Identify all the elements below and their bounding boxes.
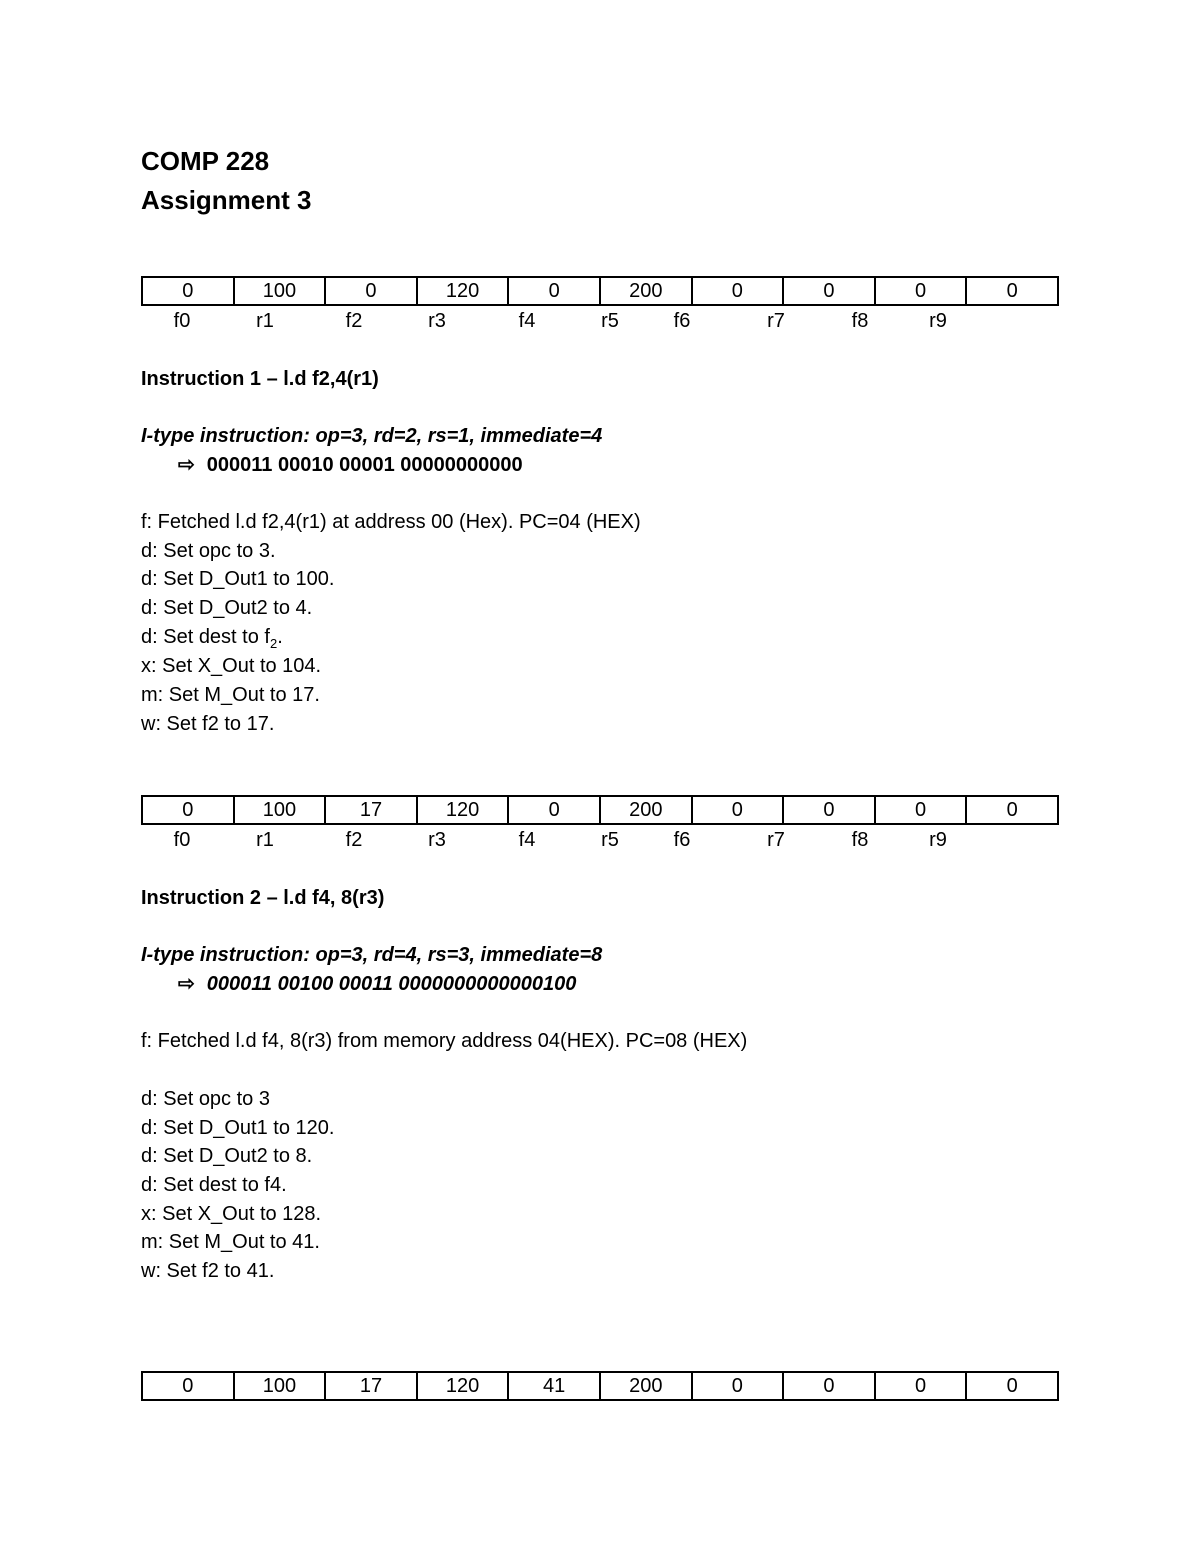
reg-cell: 0 <box>875 796 967 824</box>
arrow-right-icon: ⇨ <box>178 973 195 995</box>
reg-label: f2 <box>345 310 363 332</box>
reg-cell: 200 <box>600 1372 692 1400</box>
reg-cell: 0 <box>142 1372 234 1400</box>
reg-cell: 0 <box>966 796 1058 824</box>
step: d: Set D_Out1 to 100. <box>141 568 335 590</box>
reg-label: f6 <box>673 829 691 851</box>
reg-cell: 0 <box>875 277 967 305</box>
reg-cell: 100 <box>234 796 326 824</box>
step-text: d: Set dest to f <box>141 626 270 648</box>
instruction-1-itype: I-type instruction: op=3, rd=2, rs=1, immediate=4 <box>141 425 603 447</box>
reg-cell: 17 <box>325 1372 417 1400</box>
step: w: Set f2 to 41. <box>141 1260 275 1282</box>
reg-cell: 0 <box>783 1372 875 1400</box>
reg-label: f2 <box>345 829 363 851</box>
reg-label: r5 <box>601 310 619 332</box>
reg-cell: 0 <box>508 277 600 305</box>
reg-cell: 100 <box>234 277 326 305</box>
reg-cell: 0 <box>508 796 600 824</box>
reg-label: f6 <box>673 310 691 332</box>
reg-label: f4 <box>518 829 536 851</box>
step-period: . <box>277 626 283 648</box>
assignment-title: Assignment 3 <box>141 185 312 215</box>
reg-cell: 120 <box>417 796 509 824</box>
step: x: Set X_Out to 104. <box>141 655 322 677</box>
reg-cell: 0 <box>692 277 784 305</box>
arrow-right-icon: ⇨ <box>178 454 195 476</box>
step: d: Set opc to 3 <box>141 1088 270 1110</box>
register-labels-2 <box>141 829 1059 853</box>
reg-label: r9 <box>929 829 947 851</box>
reg-label: f0 <box>173 829 191 851</box>
reg-cell: 100 <box>234 1372 326 1400</box>
reg-label: r5 <box>601 829 619 851</box>
reg-label: r3 <box>428 310 446 332</box>
reg-cell: 17 <box>325 796 417 824</box>
instruction-1-binary-line <box>178 453 523 477</box>
step: w: Set f2 to 17. <box>141 713 275 735</box>
reg-label: r7 <box>767 829 785 851</box>
reg-label: r1 <box>256 310 274 332</box>
register-labels-1 <box>141 310 1059 334</box>
step <box>141 625 283 656</box>
fetch-step: f: Fetched l.d f4, 8(r3) from memory address 04(HEX). PC=08 (HEX) <box>141 1030 748 1052</box>
reg-cell: 200 <box>600 277 692 305</box>
reg-label: f8 <box>851 310 869 332</box>
reg-cell: 0 <box>142 796 234 824</box>
step: m: Set M_Out to 17. <box>141 684 320 706</box>
step: d: Set opc to 3. <box>141 540 276 562</box>
register-table-1 <box>141 276 1059 306</box>
instruction-1-heading: Instruction 1 – l.d f2,4(r1) <box>141 368 379 390</box>
reg-label: f0 <box>173 310 191 332</box>
instruction-1-binary: 000011 00010 00001 00000000000 <box>206 454 523 476</box>
reg-label: r7 <box>767 310 785 332</box>
reg-cell: 0 <box>692 1372 784 1400</box>
reg-cell: 0 <box>966 277 1058 305</box>
reg-cell: 120 <box>417 1372 509 1400</box>
course-title: COMP 228 <box>141 146 270 176</box>
reg-label: r3 <box>428 829 446 851</box>
instruction-2-binary: 000011 00100 00011 0000000000000100 <box>206 973 577 995</box>
register-table-2 <box>141 795 1059 825</box>
step: m: Set M_Out to 41. <box>141 1231 320 1253</box>
reg-cell: 41 <box>508 1372 600 1400</box>
reg-cell: 0 <box>783 796 875 824</box>
instruction-2-heading: Instruction 2 – l.d f4, 8(r3) <box>141 887 385 909</box>
reg-cell: 0 <box>783 277 875 305</box>
reg-label: r9 <box>929 310 947 332</box>
reg-cell: 200 <box>600 796 692 824</box>
reg-cell: 0 <box>325 277 417 305</box>
reg-label: r1 <box>256 829 274 851</box>
step: d: Set D_Out1 to 120. <box>141 1117 335 1139</box>
reg-label: f4 <box>518 310 536 332</box>
step: x: Set X_Out to 128. <box>141 1203 322 1225</box>
reg-cell: 120 <box>417 277 509 305</box>
reg-cell: 0 <box>966 1372 1058 1400</box>
reg-cell: 0 <box>142 277 234 305</box>
reg-label: f8 <box>851 829 869 851</box>
instruction-2-binary-line <box>178 972 576 996</box>
step: f: Fetched l.d f2,4(r1) at address 00 (Hex). PC=04 (HEX) <box>141 511 641 533</box>
reg-cell: 0 <box>692 796 784 824</box>
step: d: Set D_Out2 to 4. <box>141 597 313 619</box>
instruction-2-itype: I-type instruction: op=3, rd=4, rs=3, immediate=8 <box>141 944 603 966</box>
step: d: Set D_Out2 to 8. <box>141 1145 313 1167</box>
register-table-3 <box>141 1371 1059 1401</box>
step-subscript: 2 <box>269 636 278 651</box>
step: d: Set dest to f4. <box>141 1174 287 1196</box>
reg-cell: 0 <box>875 1372 967 1400</box>
